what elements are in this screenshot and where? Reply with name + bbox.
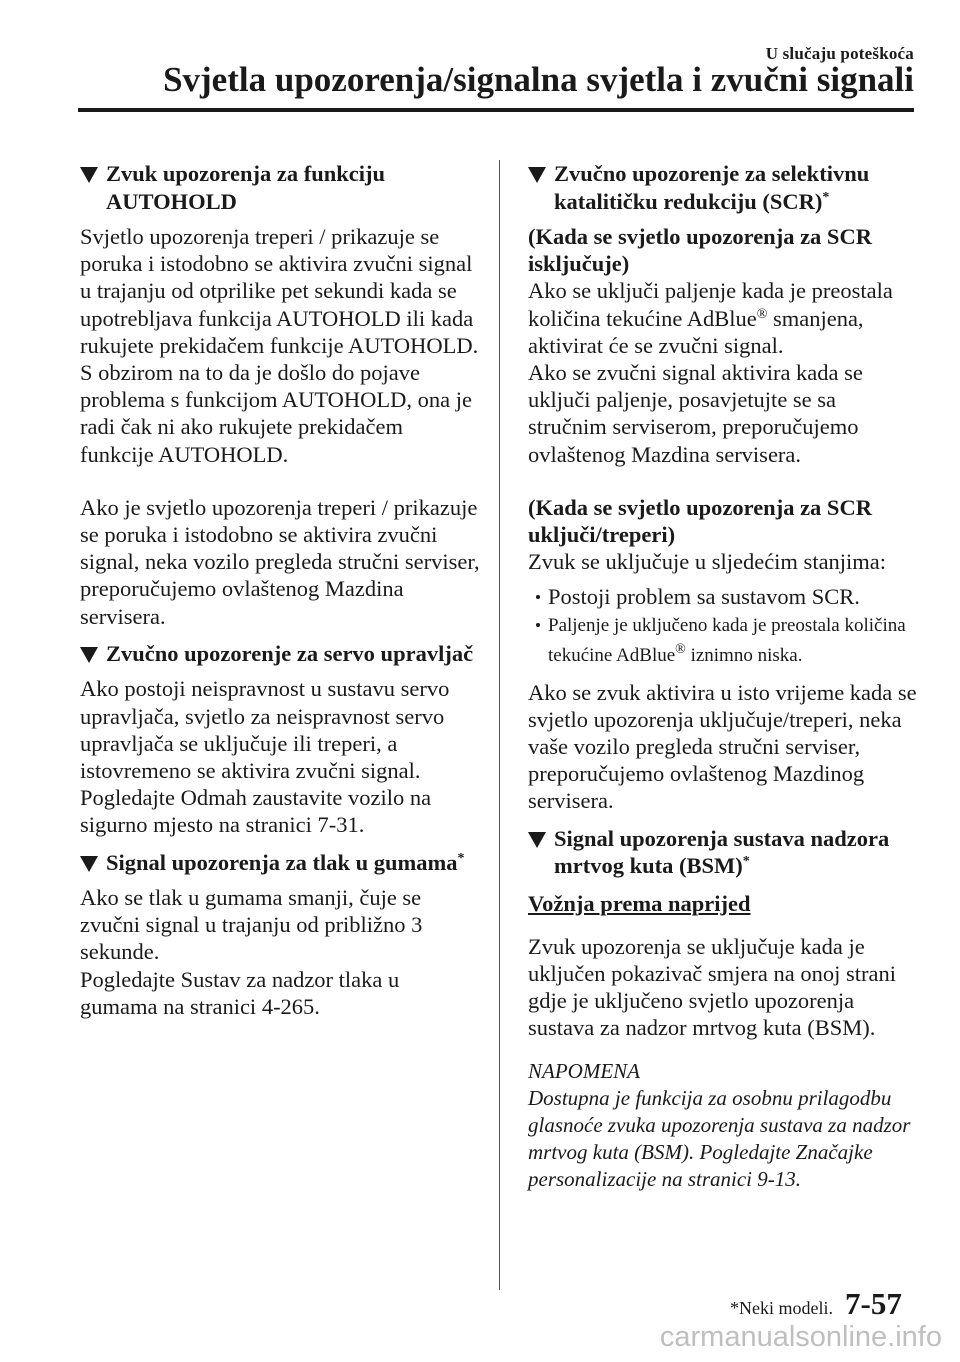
tyre-paragraph-1: Ako se tlak u gumama smanji, čuje se zvučni signal u trajanju od približno 3 sekunde. (80, 885, 423, 965)
page-title: Svjetla upozorenja/signalna svjetla i zvučni signali (163, 60, 914, 99)
note-text: Dostupna je funkcija za osobnu prilagodbu glasnoće zvuka upozorenja sustava za nadzor mrtvog kuta (BSM). Pogledajte Značajke personalizacije na stranici 9-13. (528, 1085, 911, 1191)
heading-bsm-text: Signal upozorenja sustava nadzora mrtvog kuta (BSM) (554, 825, 890, 879)
heading-tyre-text: Signal upozorenja za tlak u gumama (106, 849, 458, 875)
watermark: carmanualsonline.info (659, 1321, 942, 1353)
scr-subheading-on: (Kada se svjetlo upozorenja za SCR uključi/treperi) (528, 494, 872, 548)
note-title: NAPOMENA (528, 1058, 640, 1083)
heading-servo (80, 640, 480, 668)
autohold-paragraph-1: Svjetlo upozorenja treperi / prikazuje se poruka i istodobno se aktivira zvučni signal u trajanju od otprilike pet sekundi kada se upotrebljava funkcija AUTOHOLD ili kada rukujete prekidačem funkcije AUTOHOLD. (80, 224, 479, 358)
scr-paragraph-1: Ako se uključi paljenje kada je preostala količina tekućine AdBlue® smanjena, aktivirat će se zvučni signal. (528, 278, 893, 358)
registered-mark: ® (756, 306, 768, 322)
heading-autohold-text: Zvuk upozorenja za funkciju AUTOHOLD (106, 161, 386, 214)
heading-tyre-pressure (80, 849, 480, 877)
registered-mark: ® (675, 641, 686, 657)
autohold-paragraph-2: S obzirom na to da je došlo do pojave problema s funkcijom AUTOHOLD, ona je radi čak ni ako rukujete prekidačem funkcije AUTOHOLD. (80, 360, 473, 467)
heading-bsm (528, 825, 918, 880)
scr-paragraph-4: Ako se zvuk aktivira u isto vrijeme kada se svjetlo upozorenja uključuje/treperi, neka vaše vozilo pregleda stručni serviser, preporučujemo ovlaštenog Mazdinog servisera. (528, 679, 917, 814)
left-column (80, 160, 480, 1020)
asterisk-mark: * (742, 854, 750, 870)
header-rule (78, 108, 914, 112)
bsm-subheading: Vožnja prema naprijed (528, 890, 751, 916)
tyre-paragraph-2: Pogledajte Sustav za nadzor tlaka u gumama na stranici 4-265. (80, 966, 400, 1019)
heading-scr (528, 160, 918, 215)
footnote: *Neki modeli. (730, 1298, 833, 1318)
column-divider (499, 160, 500, 1290)
heading-autohold (80, 160, 480, 215)
scr-paragraph-3: Zvuk se uključuje u sljedećim stanjima: (528, 549, 887, 575)
asterisk-mark: * (457, 850, 465, 866)
list-item: Paljenje je uključeno kada je preostala količina tekućine AdBlue® iznimno niska. (548, 611, 918, 671)
triangle-bullet-icon (80, 856, 98, 872)
list-item: Postoji problem sa sustavom SCR. (548, 583, 918, 610)
asterisk-mark: * (822, 189, 830, 205)
triangle-bullet-icon (80, 167, 98, 183)
servo-paragraph-2: Pogledajte Odmah zaustavite vozilo na sigurno mjesto na stranici 7-31. (80, 785, 432, 838)
page-number: 7-57 (845, 1286, 902, 1321)
scr-bullet-list (528, 583, 918, 670)
bsm-paragraph-1: Zvuk upozorenja se uključuje kada je uključen pokazivač smjera na onoj strani gdje je uključeno svjetlo upozorenja sustava za nadzor mrtvog kuta (BSM). (528, 933, 896, 1041)
scr-paragraph-2: Ako se zvučni signal aktivira kada se uključi paljenje, posavjetujte se sa stručnim serviserom, preporučujemo ovlaštenog Mazdina servisera. (528, 360, 863, 467)
scr-subheading-off: (Kada se svjetlo upozorenja za SCR isključuje) (528, 224, 872, 277)
servo-paragraph-1: Ako postoji neispravnost u sustavu servo upravljača, svjetlo za neispravnost servo upravljača se uključuje ili treperi, a istovremeno se aktivira zvučni signal. (80, 676, 450, 783)
header-section: U slučaju poteškoća (765, 44, 914, 63)
right-column (528, 160, 918, 1193)
heading-scr-text: Zvučno upozorenje za selektivnu katalitičku redukciju (SCR) (554, 161, 870, 214)
heading-servo-text: Zvučno upozorenje za servo upravljač (106, 640, 474, 666)
triangle-bullet-icon (528, 167, 546, 183)
triangle-bullet-icon (80, 647, 98, 663)
autohold-paragraph-3: Ako je svjetlo upozorenja treperi / prikazuje se poruka i istodobno se aktivira zvučni signal, neka vozilo pregleda stručni serviser, preporučujemo ovlaštenog Mazdina servisera. (80, 494, 480, 629)
triangle-bullet-icon (528, 832, 546, 848)
